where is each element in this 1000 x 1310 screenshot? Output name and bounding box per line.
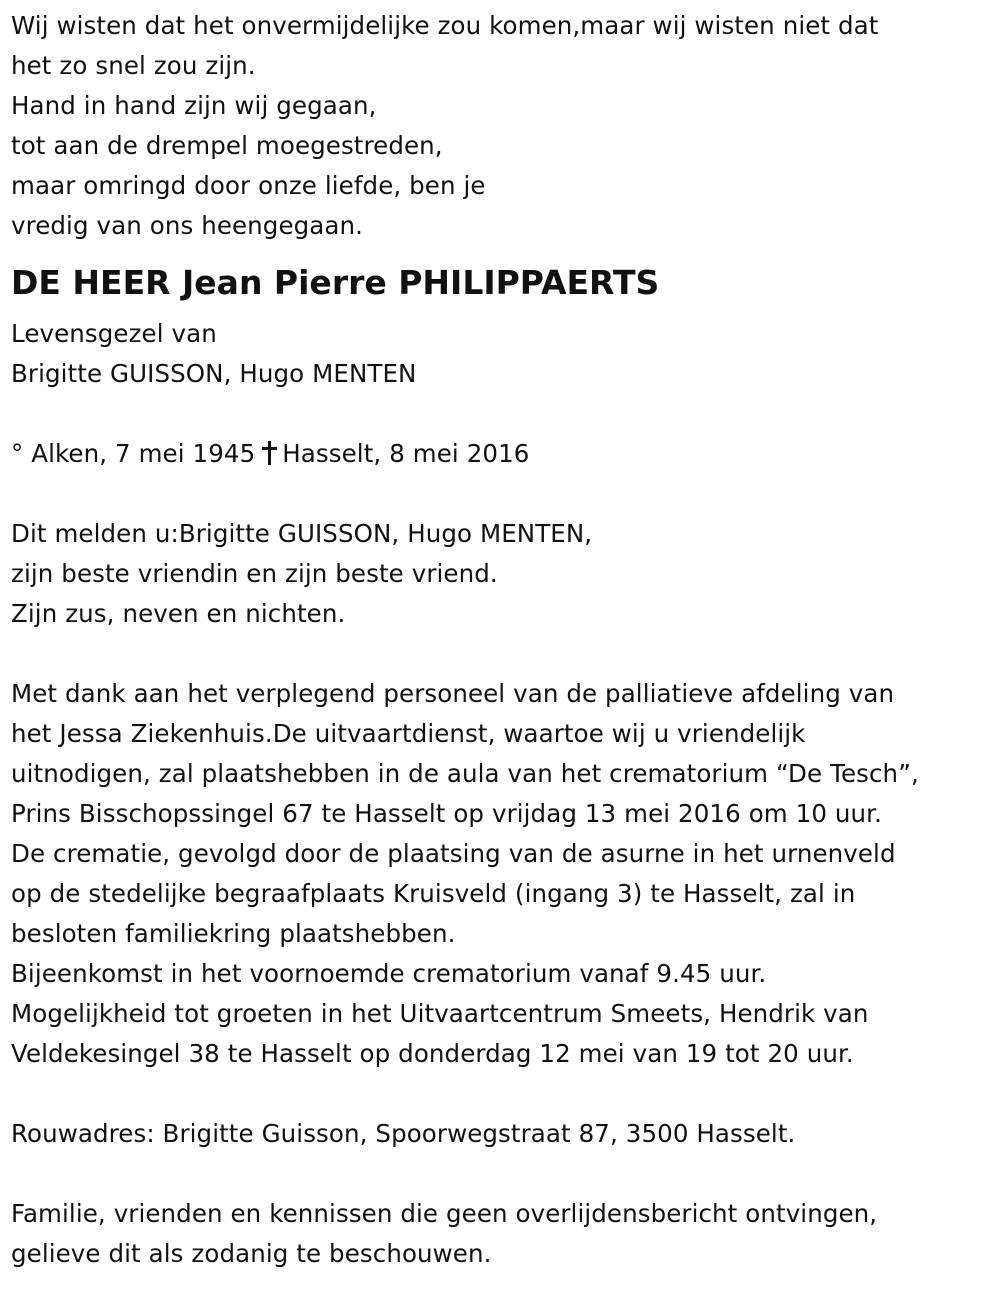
birth-date: ° Alken, 7 mei 1945: [11, 439, 256, 468]
details-line: Bijeenkomst in het voornoemde crematorium vanaf 9.45 uur.: [11, 959, 767, 988]
details-line: De crematie, gevolgd door de plaatsing van de asurne in het urnenveld: [11, 839, 896, 868]
relation-line: Levensgezel van: [11, 319, 217, 348]
mourning-address: Rouwadres: Brigitte Guisson, Spoorwegstraat 87, 3500 Hasselt.: [11, 1119, 796, 1148]
cross-icon: [262, 441, 276, 465]
poem-line: het zo snel zou zijn.: [11, 51, 256, 80]
funeral-details: [11, 674, 991, 1074]
spacer: [11, 1074, 991, 1114]
details-line: Veldekesingel 38 te Hasselt op donderdag 12 mei van 19 tot 20 uur.: [11, 1039, 854, 1068]
spacer: [11, 474, 991, 514]
relation: [11, 314, 991, 394]
closing-line: gelieve dit als zodanig te beschouwen.: [11, 1239, 492, 1268]
spacer: [11, 634, 991, 674]
details-line: Met dank aan het verplegend personeel van de palliatieve afdeling van: [11, 679, 895, 708]
poem-line: Wij wisten dat het onvermijdelijke zou komen,maar wij wisten niet dat: [11, 11, 879, 40]
poem-line: Hand in hand zijn wij gegaan,: [11, 91, 377, 120]
details-line: Prins Bisschopssingel 67 te Hasselt op vrijdag 13 mei 2016 om 10 uur.: [11, 799, 882, 828]
announcer-line: Dit melden u:Brigitte GUISSON, Hugo MENTEN,: [11, 519, 593, 548]
details-line: besloten familiekring plaatshebben.: [11, 919, 456, 948]
poem-line: vredig van ons heengegaan.: [11, 211, 364, 240]
death-date: Hasselt, 8 mei 2016: [282, 439, 530, 468]
details-line: uitnodigen, zal plaatshebben in de aula van het crematorium “De Tesch”,: [11, 759, 919, 788]
obituary-document: [11, 6, 991, 1274]
poem-line: tot aan de drempel moegestreden,: [11, 131, 443, 160]
details-line: het Jessa Ziekenhuis.De uitvaartdienst, waartoe wij u vriendelijk: [11, 719, 806, 748]
announcer-line: Zijn zus, neven en nichten.: [11, 599, 346, 628]
spacer: [11, 394, 991, 434]
closing-line: Familie, vrienden en kennissen die geen overlijdensbericht ontvingen,: [11, 1199, 878, 1228]
poem-line: maar omringd door onze liefde, ben je: [11, 171, 486, 200]
details-line: Mogelijkheid tot groeten in het Uitvaartcentrum Smeets, Hendrik van: [11, 999, 869, 1028]
announcers: [11, 514, 991, 634]
deceased-name: DE HEER Jean Pierre PHILIPPAERTS: [11, 263, 660, 302]
spacer: [11, 1154, 991, 1194]
relation-line: Brigitte GUISSON, Hugo MENTEN: [11, 359, 417, 388]
poem: [11, 6, 991, 246]
birth-death-dates: [11, 434, 991, 474]
details-line: op de stedelijke begraafplaats Kruisveld (ingang 3) te Hasselt, zal in: [11, 879, 856, 908]
closing-note: [11, 1194, 991, 1274]
announcer-line: zijn beste vriendin en zijn beste vriend.: [11, 559, 498, 588]
